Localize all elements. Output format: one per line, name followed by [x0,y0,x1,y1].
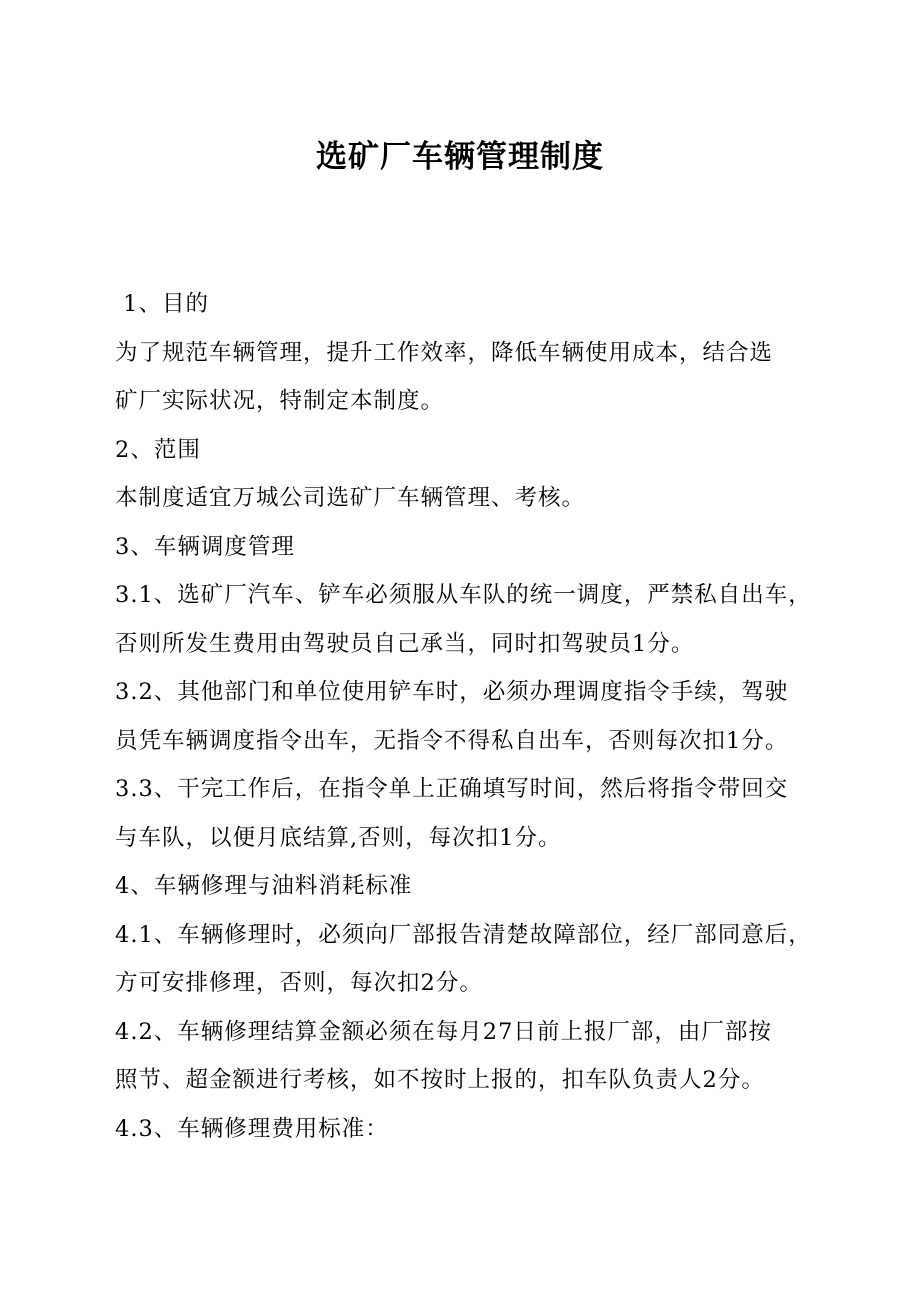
document-title: 选矿厂车辆管理制度 [316,139,604,175]
paragraph-line: 方可安排修理，否则，每次扣2分。 [115,970,483,996]
paragraph-line: 3.3、干完工作后，在指令单上正确填写时间，然后将指令带回交 [115,776,789,802]
paragraph-line: 4.1、车辆修理时，必须向厂部报告清楚故障部位，经厂部同意后， [115,921,812,948]
section-heading-purpose: 1、目的 [115,291,209,317]
paragraph-line: 与车队，以便月底结算,否则，每次扣1分。 [115,824,562,851]
paragraph-line: 3.1、选矿厂汽车、铲车必须服从车队的统一调度，严禁私自出车， [115,582,812,608]
section-heading-repair: 4、车辆修理与油料消耗标准 [115,873,413,899]
document-body [115,280,835,1153]
paragraph-line: 本制度适宜万城公司选矿厂车辆管理、考核。 [115,485,586,511]
paragraph-line: 4.3、车辆修理费用标准： [115,1115,389,1142]
paragraph-line: 矿厂实际状况，特制定本制度。 [115,388,445,414]
section-heading-scope: 2、范围 [115,436,201,463]
paragraph-line: 否则所发生费用由驾驶员自己承当，同时扣驾驶员1分。 [115,630,695,657]
paragraph-line: 4.2、车辆修理结算金额必须在每月27日前上报厂部，由厂部按 [115,1018,772,1045]
paragraph-line: 3.2、其他部门和单位使用铲车时，必须办理调度指令手续，驾驶 [115,679,789,705]
paragraph-line: 员凭车辆调度指令出车，无指令不得私自出车，否则每次扣1分。 [115,727,789,754]
paragraph-line: 为了规范车辆管理，提升工作效率，降低车辆使用成本，结合选 [115,339,774,366]
paragraph-line: 照节、超金额进行考核，如不按时上报的，扣车队负责人2分。 [115,1067,765,1093]
section-heading-dispatch: 3、车辆调度管理 [115,533,295,560]
